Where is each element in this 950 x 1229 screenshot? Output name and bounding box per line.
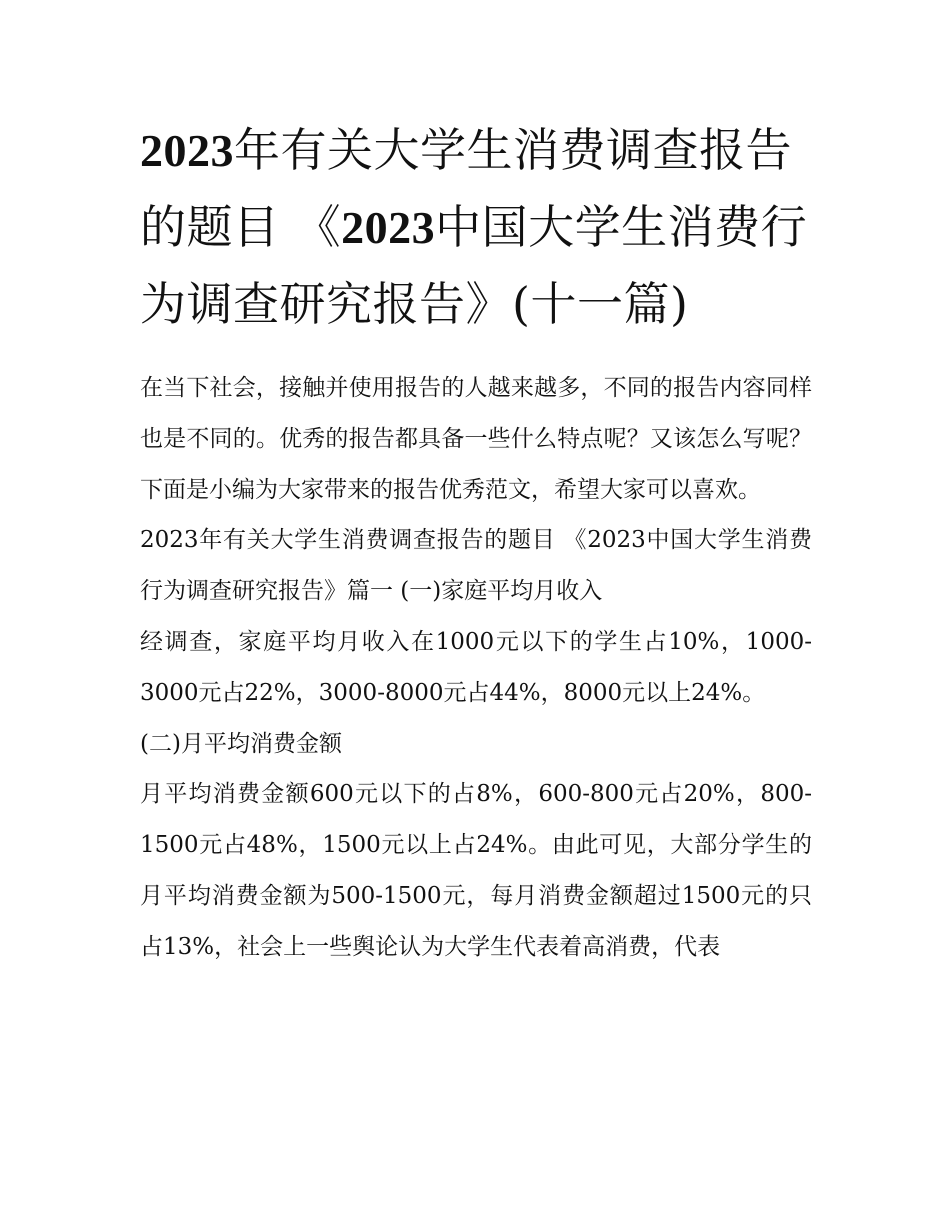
title-number: 2023 xyxy=(341,202,436,253)
income-paragraph: 经调查，家庭平均月收入在1000元以下的学生占10%，1000-3000元占22%，3000-8000元占44%，8000元以上24%。 xyxy=(140,628,812,706)
intro-paragraph: 在当下社会，接触并使用报告的人越来越多，不同的报告内容同样也是不同的。优秀的报告都具备一些什么特点呢？又该怎么写呢？下面是小编为大家带来的报告优秀范文，希望大家可以喜欢。 xyxy=(140,375,812,503)
document-body xyxy=(140,363,812,973)
title-number: 2023 xyxy=(140,125,234,176)
subheading-monthly-spending: (二)月平均消费金额 xyxy=(140,730,342,757)
document-page xyxy=(140,112,812,973)
spending-paragraph: 月平均消费金额600元以下的占8%，600-800元占20%，800-1500元占48%，1500元以上占24%。由此可见，大部分学生的月平均消费金额为500-1500元，每月消费金额超过1500元的只占13%，社会上一些舆论认为大学生代表着高消费，代表 xyxy=(140,781,812,960)
document-title: 2023年有关大学生消费调查报告的题目 《2023中国大学生消费行为调查研究报告》(十一篇) xyxy=(140,123,808,331)
section-heading-paragraph: 2023年有关大学生消费调查报告的题目 《2023中国大学生消费行为调查研究报告》篇一 (一)家庭平均月收入 xyxy=(140,527,812,605)
